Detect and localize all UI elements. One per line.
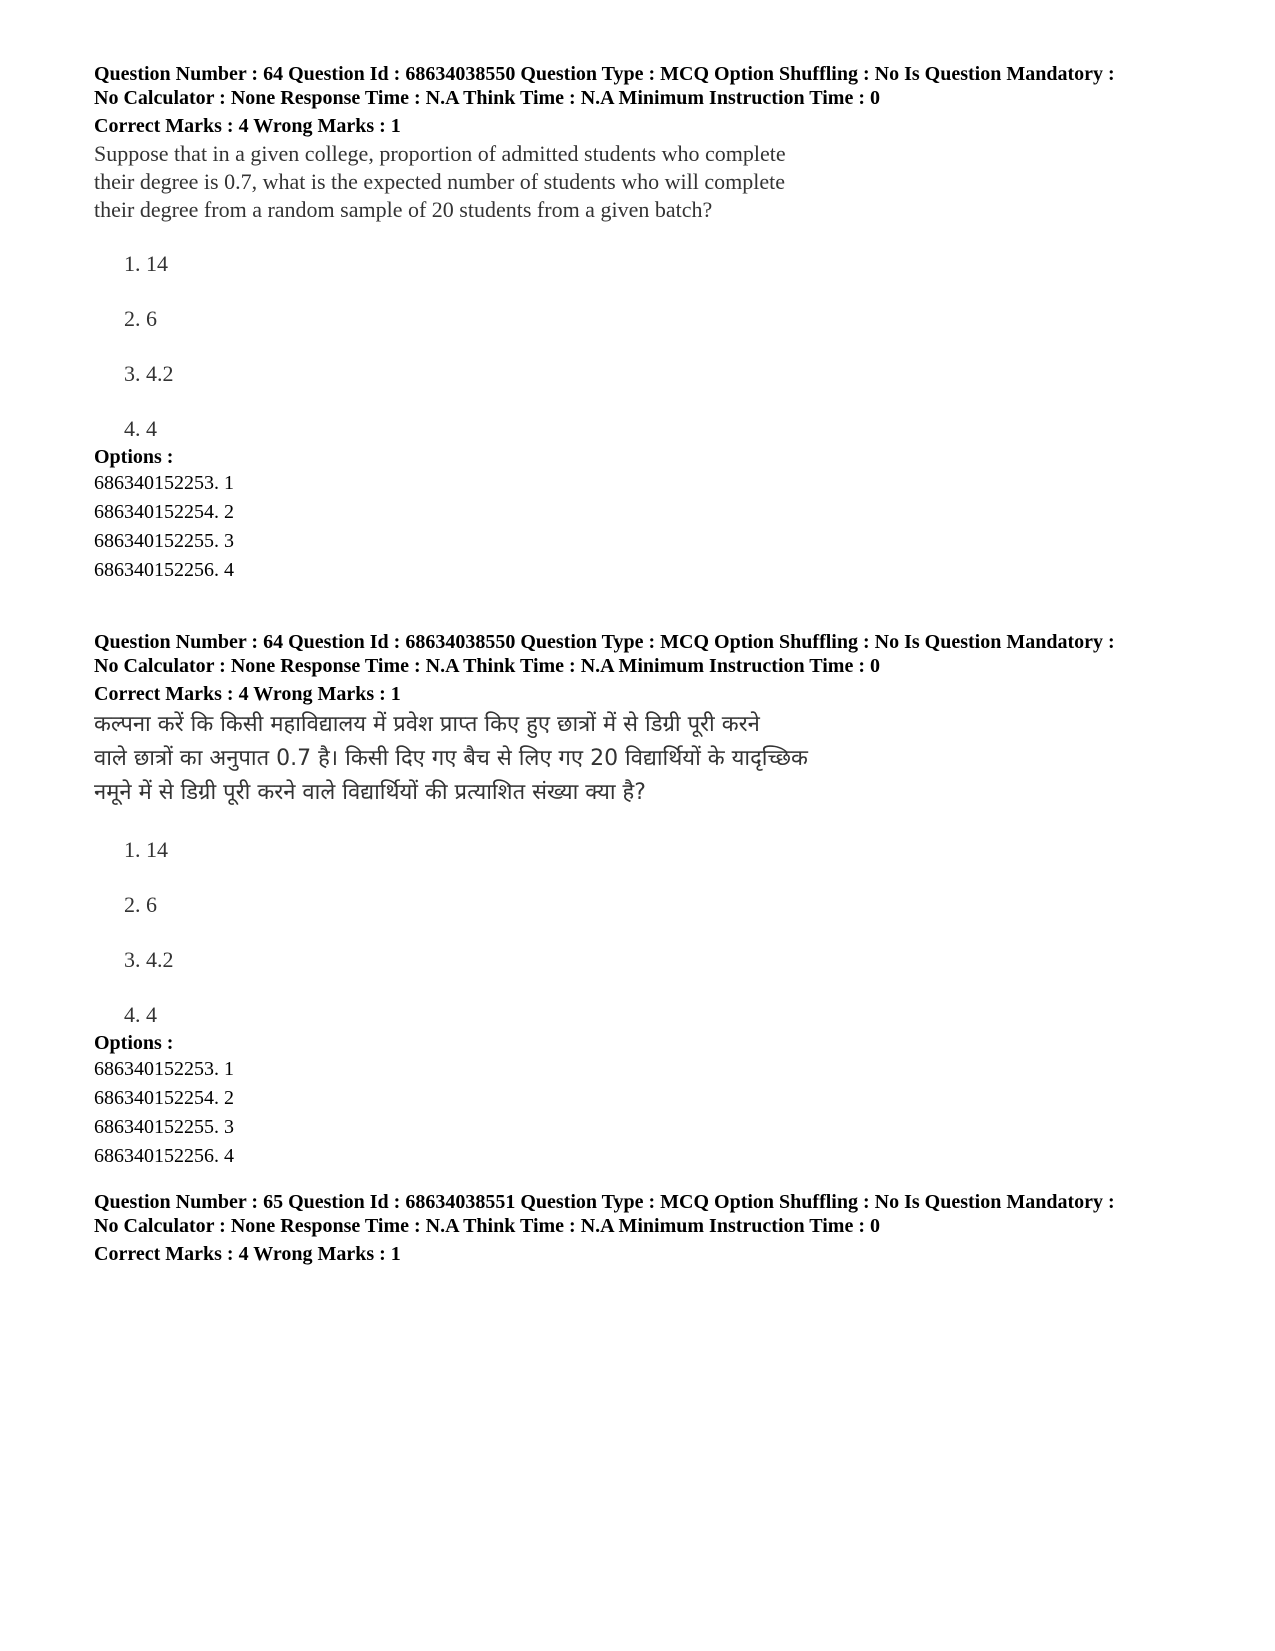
question-text-line: वाले छात्रों का अनुपात 0.7 है। किसी दिए गए बैच से लिए गए 20 विद्यार्थियों के यादृच्छिक (94, 746, 808, 771)
option-id-row: 686340152253. 1 (94, 1058, 234, 1080)
question-meta-line: Question Number : 64 Question Id : 68634038550 Question Type : MCQ Option Shuffling : No Is Question Mandatory : (94, 631, 1115, 653)
answer-choice: 4. 4 (124, 1002, 157, 1027)
option-id-row: 686340152254. 2 (94, 501, 234, 523)
question-meta-line: No Calculator : None Response Time : N.A Think Time : N.A Minimum Instruction Time : 0 (94, 87, 880, 109)
question-meta-line: No Calculator : None Response Time : N.A Think Time : N.A Minimum Instruction Time : 0 (94, 655, 880, 677)
answer-choices (124, 250, 1244, 443)
answer-choice: 3. 4.2 (124, 361, 174, 386)
options-list (94, 469, 1244, 585)
options-heading: Options : (94, 1032, 174, 1054)
answer-choice: 1. 14 (124, 251, 168, 276)
answer-choices (124, 836, 1244, 1029)
answer-choice: 3. 4.2 (124, 947, 174, 972)
question-meta-line: Question Number : 65 Question Id : 68634038551 Question Type : MCQ Option Shuffling : No Is Question Mandatory : (94, 1191, 1115, 1213)
option-id-row: 686340152255. 3 (94, 530, 234, 552)
question-text-line: नमूने में से डिग्री पूरी करने वाले विद्यार्थियों की प्रत्याशित संख्या क्या है? (94, 780, 646, 805)
option-id-row: 686340152255. 3 (94, 1116, 234, 1138)
question-marks: Correct Marks : 4 Wrong Marks : 1 (94, 683, 401, 705)
option-id-row: 686340152254. 2 (94, 1087, 234, 1109)
question-meta-line: No Calculator : None Response Time : N.A Think Time : N.A Minimum Instruction Time : 0 (94, 1215, 880, 1237)
answer-choice: 2. 6 (124, 306, 157, 331)
question-marks: Correct Marks : 4 Wrong Marks : 1 (94, 1243, 401, 1265)
question-marks: Correct Marks : 4 Wrong Marks : 1 (94, 115, 401, 137)
question-text-line: their degree is 0.7, what is the expected number of students who will complete (94, 169, 785, 194)
option-id-row: 686340152256. 4 (94, 1145, 234, 1167)
question-block (94, 62, 1244, 585)
option-id-row: 686340152256. 4 (94, 559, 234, 581)
question-block (94, 630, 1244, 1171)
question-meta-line: Question Number : 64 Question Id : 68634038550 Question Type : MCQ Option Shuffling : No Is Question Mandatory : (94, 63, 1115, 85)
question-text (94, 708, 894, 810)
question-block (94, 1190, 1244, 1266)
answer-choice: 1. 14 (124, 837, 168, 862)
question-text-line: their degree from a random sample of 20 students from a given batch? (94, 197, 713, 222)
question-text-line: Suppose that in a given college, proportion of admitted students who complete (94, 141, 786, 166)
question-text (94, 140, 894, 224)
options-heading: Options : (94, 446, 174, 468)
option-id-row: 686340152253. 1 (94, 472, 234, 494)
answer-choice: 4. 4 (124, 416, 157, 441)
answer-choice: 2. 6 (124, 892, 157, 917)
question-text-line: कल्पना करें कि किसी महाविद्यालय में प्रवेश प्राप्त किए हुए छात्रों में से डिग्री पूरी करने (94, 712, 760, 737)
options-list (94, 1055, 1244, 1171)
